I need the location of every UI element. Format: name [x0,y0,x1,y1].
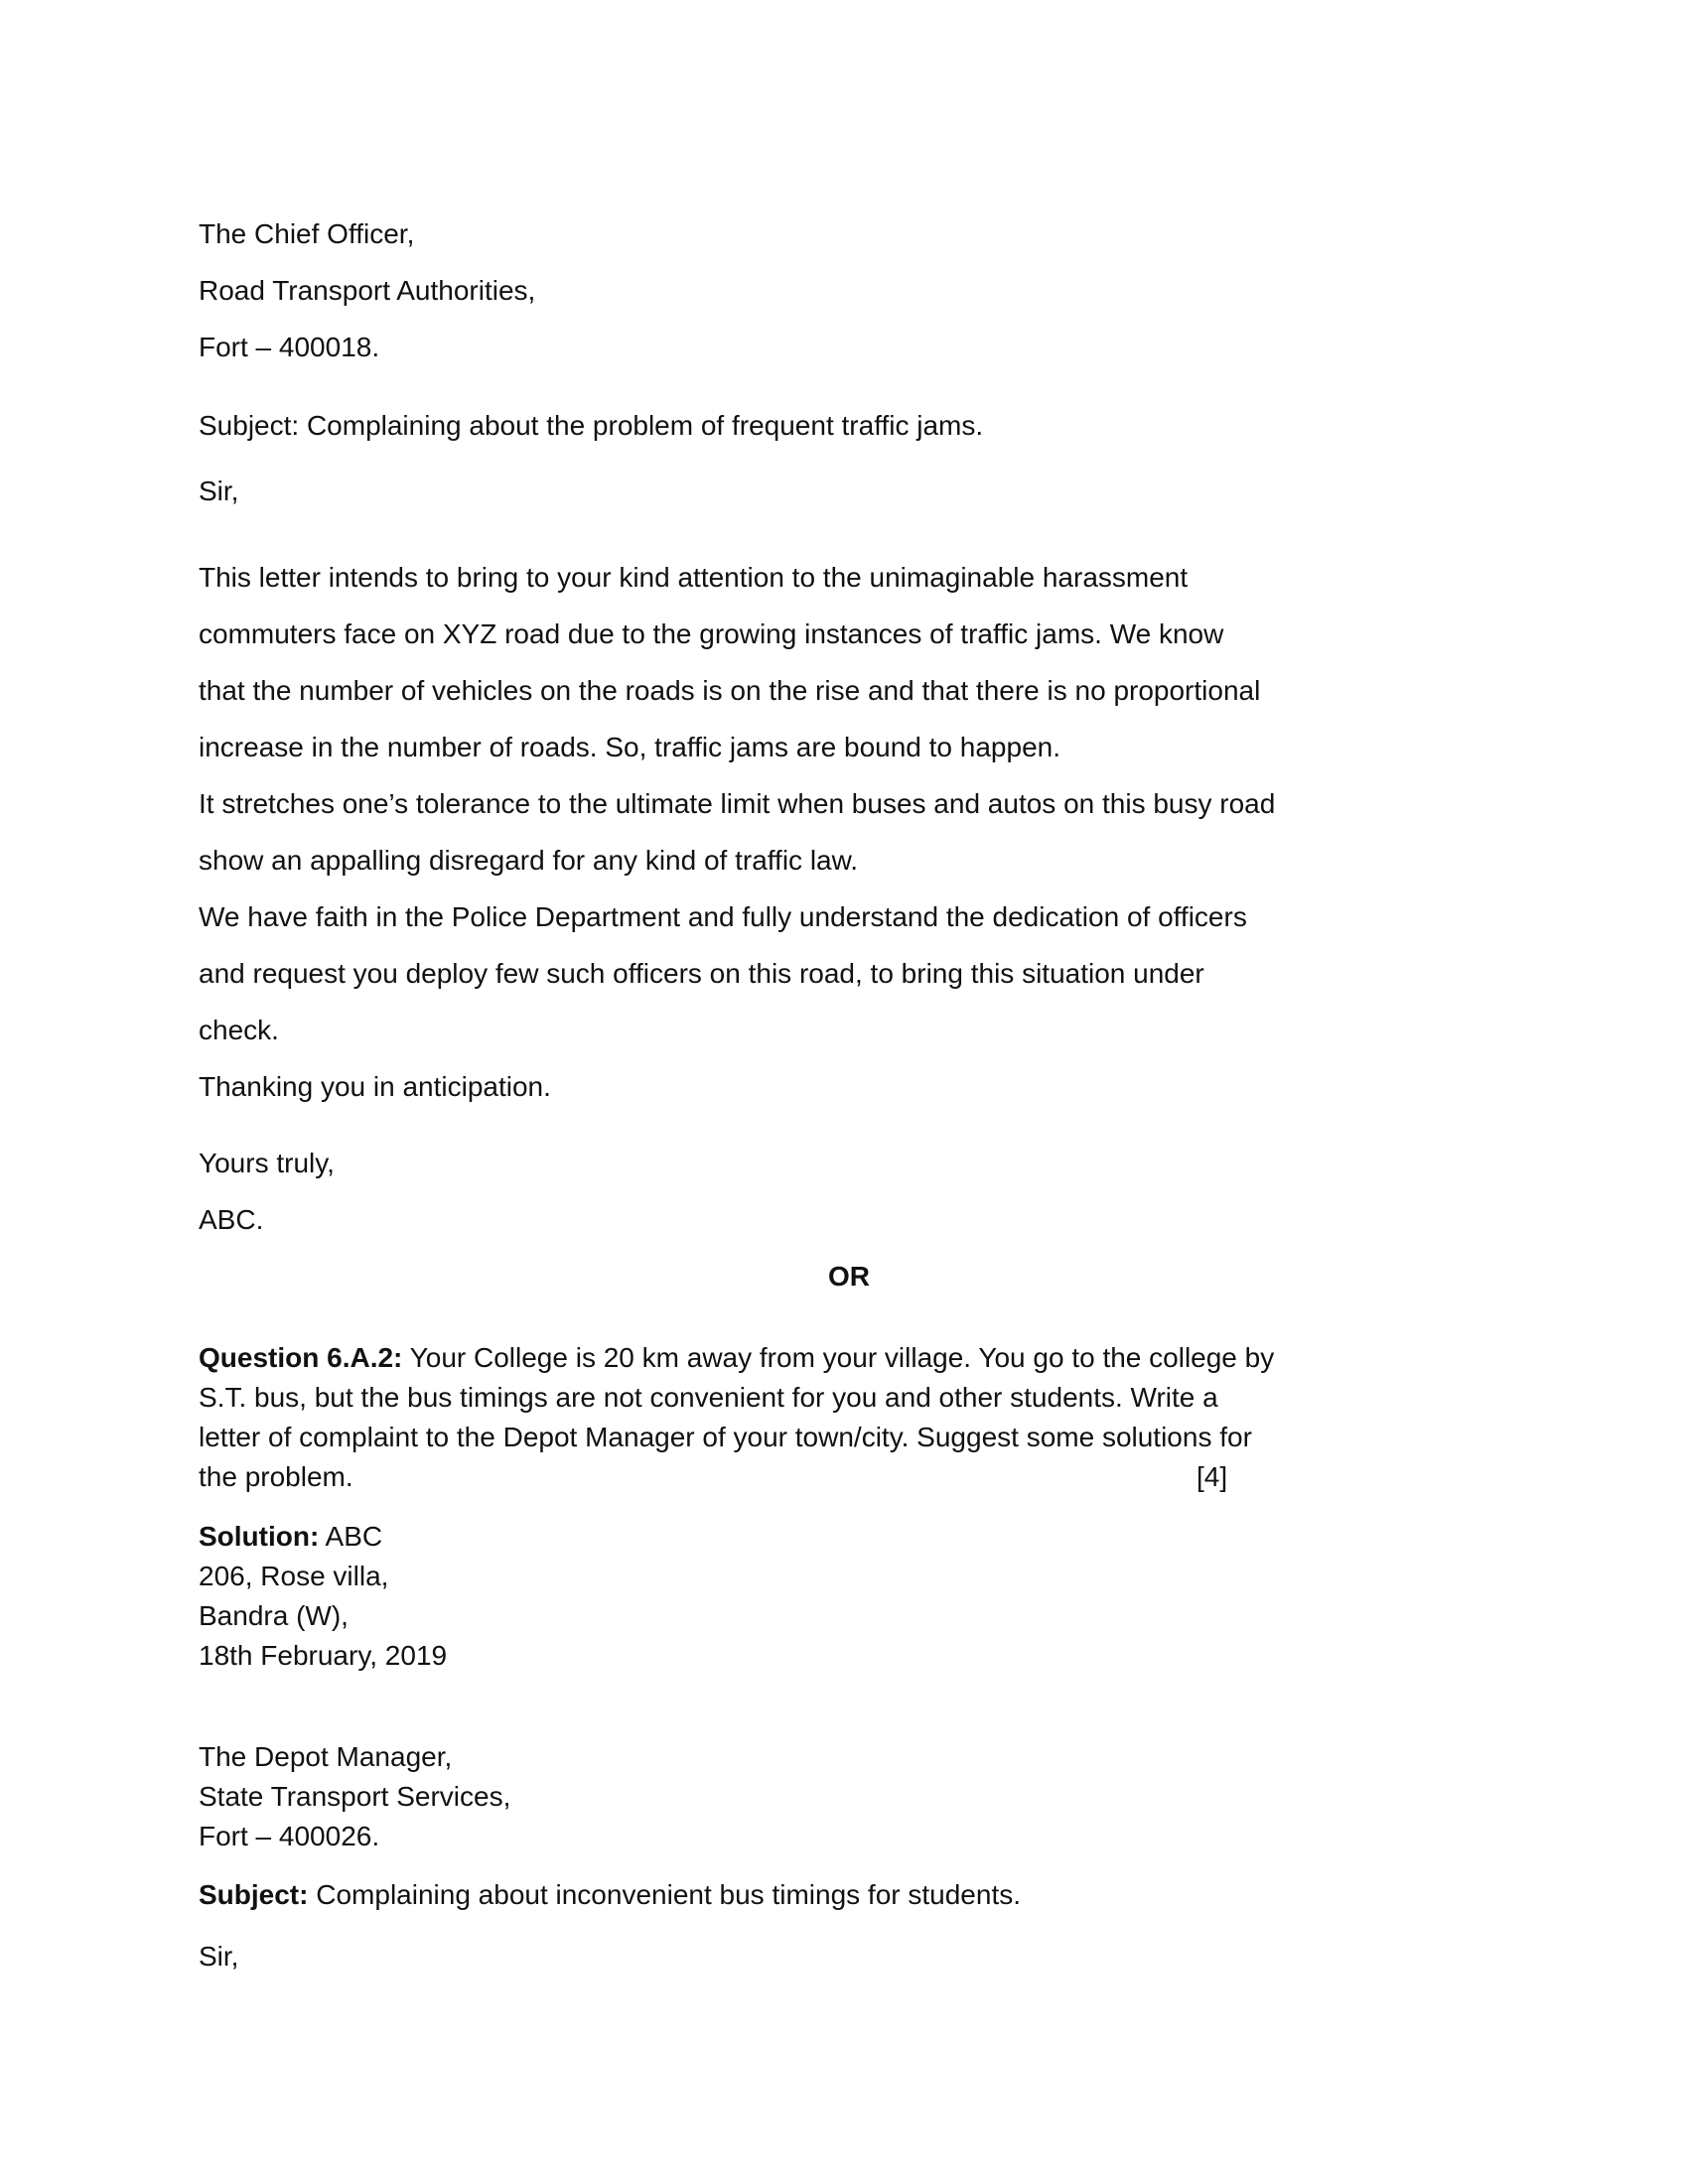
body-line: that the number of vehicles on the roads is on the rise and that there is no proportional [199,675,1261,706]
body-line: commuters face on XYZ road due to the growing instances of traffic jams. We know [199,618,1224,649]
body-line: It stretches one’s tolerance to the ultimate limit when buses and autos on this busy road [199,788,1276,819]
body-line: We have faith in the Police Department and fully understand the dedication of officers [199,901,1247,932]
question-block [199,1338,1499,1497]
marks-badge: [4] [1196,1461,1228,1492]
letter-content [199,205,1499,1977]
solution-name: ABC [319,1521,383,1552]
body-line: show an appalling disregard for any kind of traffic law. [199,845,859,876]
question-label: Question 6.A.2: [199,1342,403,1373]
or-divider: OR [828,1261,870,1292]
recipient-line: The Depot Manager, [199,1741,453,1772]
sender-line: 18th February, 2019 [199,1640,448,1671]
question-line: letter of complaint to the Depot Manager of your town/city. Suggest some solutions for [199,1422,1252,1452]
body-line: check. [199,1015,279,1045]
letter1-recipient-block [199,205,1499,375]
letter1-body [199,549,1499,1115]
question-line [199,1338,1499,1378]
recipient-line: Road Transport Authorities, [199,275,536,306]
recipient-line: State Transport Services, [199,1781,511,1812]
question-text: Your College is 20 km away from your village. You go to the college by [402,1342,1275,1373]
letter1-subject-line: Subject: Complaining about the problem of frequent traffic jams. [199,410,984,441]
question-line: S.T. bus, but the bus timings are not convenient for you and other students. Write a [199,1382,1218,1413]
subject-label: Subject: [199,1879,309,1910]
letter1-salutation: Sir, [199,476,239,506]
subject-text: Complaining about inconvenient bus timings for students. [308,1879,1021,1910]
recipient-line: Fort – 400026. [199,1821,380,1851]
sender-line: Bandra (W), [199,1600,349,1631]
closing-line: Yours truly, [199,1148,335,1178]
letter2-subject-line [199,1875,1499,1915]
recipient-line: The Chief Officer, [199,218,415,249]
body-line: Thanking you in anticipation. [199,1071,551,1102]
body-line: and request you deploy few such officers on this road, to bring this situation under [199,958,1204,989]
letter1-closing-block [199,1135,1499,1248]
solution-label: Solution: [199,1521,320,1552]
recipient-line: Fort – 400018. [199,332,380,362]
solution-heading [199,1517,1499,1557]
body-line: increase in the number of roads. So, traffic jams are bound to happen. [199,732,1060,762]
question-line: the problem. [199,1461,353,1492]
signature-line: ABC. [199,1204,264,1235]
sender-line: 206, Rose villa, [199,1561,389,1591]
letter2-salutation: Sir, [199,1941,239,1972]
body-line: This letter intends to bring to your kind attention to the unimaginable harassment [199,562,1189,593]
solution-block [199,1517,1499,1676]
letter2-recipient-block [199,1737,1499,1856]
